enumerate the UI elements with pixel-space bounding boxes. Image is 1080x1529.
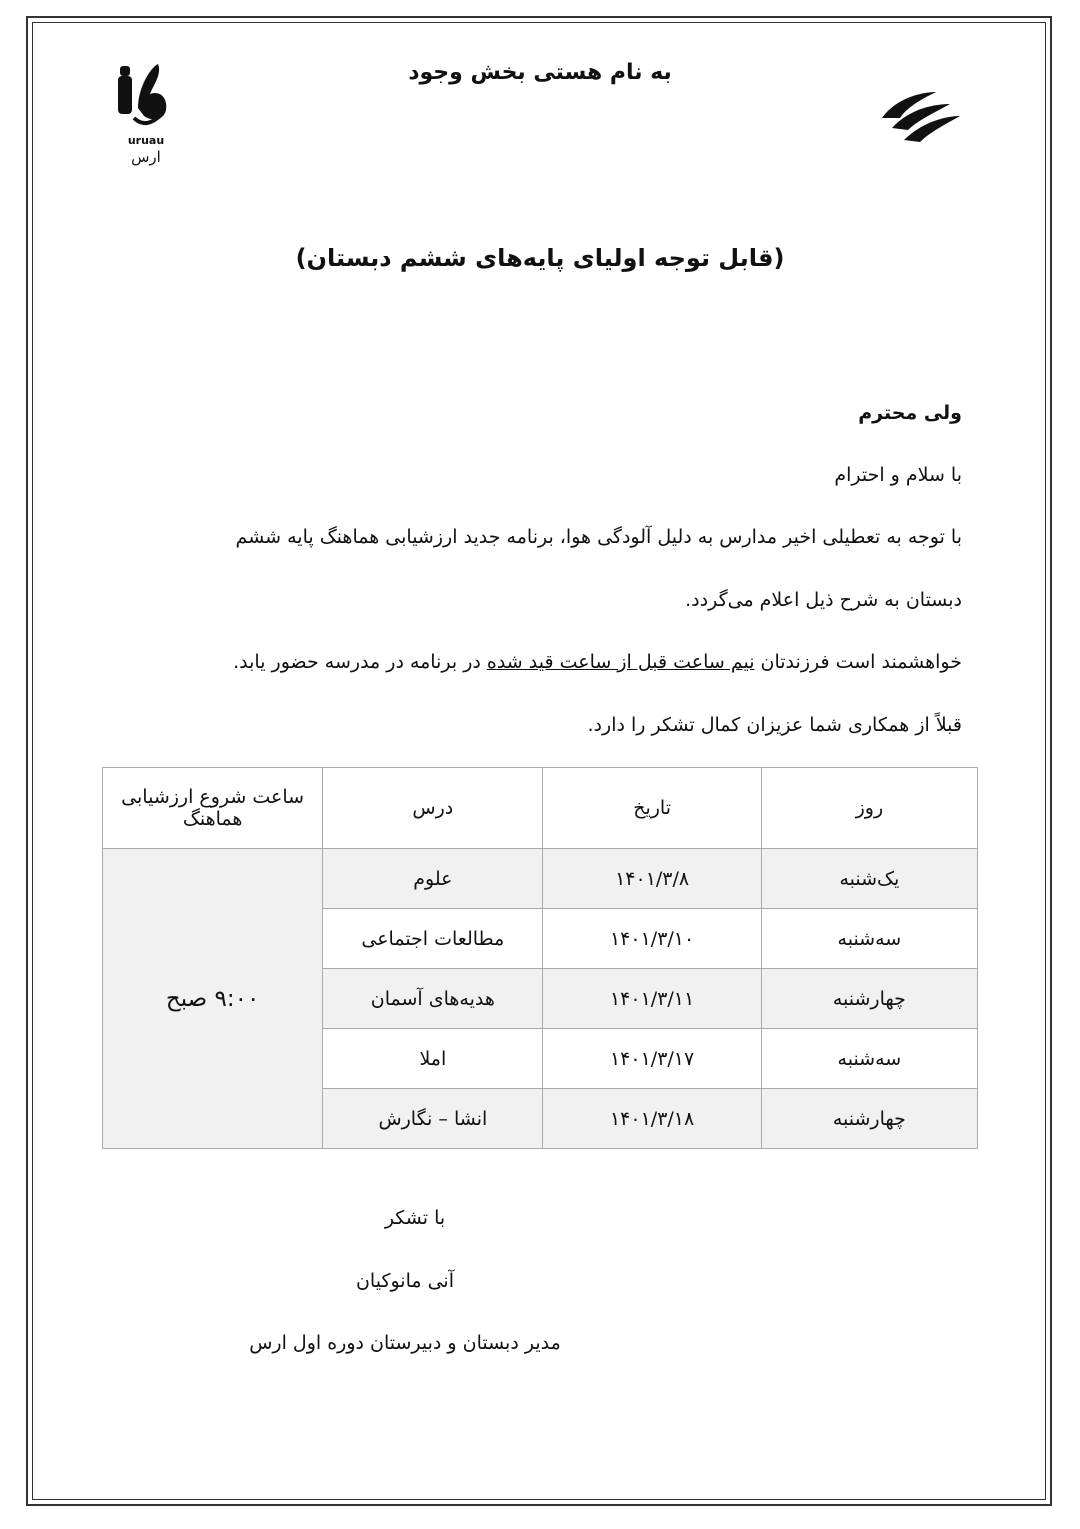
row-date: ۱۴۰۱/۳/۱۱: [543, 969, 761, 1029]
signature-name: آنی مانوکیان: [355, 1270, 455, 1292]
letter-greeting: ولی محترم: [858, 402, 962, 424]
logo-script-text: ارس: [131, 148, 161, 166]
start-time-value: ۹:۰۰ صبح: [103, 849, 323, 1149]
row-date: ۱۴۰۱/۳/۸: [543, 849, 761, 909]
row-day: چهارشنبه: [761, 969, 977, 1029]
row-date: ۱۴۰۱/۳/۱۰: [543, 909, 761, 969]
header-subject: درس: [323, 768, 543, 849]
logo-latin-text: uruau: [127, 134, 165, 147]
row-subject: انشا – نگارش: [323, 1089, 543, 1149]
header-title: به نام هستی بخش وجود: [408, 60, 672, 85]
schedule-header-row: [103, 768, 978, 849]
school-logo-icon: [110, 58, 182, 168]
signature-thanks: با تشکر: [384, 1207, 446, 1229]
row-subject: املا: [323, 1029, 543, 1089]
row-date: ۱۴۰۱/۳/۱۷: [543, 1029, 761, 1089]
header-day: روز: [761, 768, 977, 849]
letter-body-line3-underlined: نیم ساعت قبل از ساعت قید شده: [486, 651, 755, 673]
letter-body-line1: با توجه به تعطیلی اخیر مدارس به دلیل آلودگی هوا، برنامه جدید ارزشیابی هماهنگ پایه ششم: [235, 526, 962, 548]
row-day: سه‌شنبه: [761, 909, 977, 969]
notice-title: (قابل توجه اولیای پایه‌های ششم دبستان): [295, 244, 785, 272]
letter-body-line3-start: خواهشمند است فرزندتان: [754, 651, 962, 673]
schedule-table: [102, 767, 978, 1149]
header-start-time: ساعت شروع ارزشیابی هماهنگ: [103, 768, 323, 849]
header-date: تاریخ: [543, 768, 761, 849]
signature-role: مدیر دبستان و دبیرستان دوره اول ارس: [249, 1332, 561, 1354]
row-day: یک‌شنبه: [761, 849, 977, 909]
row-subject: علوم: [323, 849, 543, 909]
row-subject: هدیه‌های آسمان: [323, 969, 543, 1029]
letter-body-line3-end: در برنامه در مدرسه حضور یابد.: [233, 651, 487, 673]
table-row: [103, 849, 978, 909]
row-day: چهارشنبه: [761, 1089, 977, 1149]
emblem-icon: [878, 88, 964, 146]
letter-salutation: با سلام و احترام: [834, 464, 962, 486]
row-subject: مطالعات اجتماعی: [323, 909, 543, 969]
letter-body-line3: [233, 651, 962, 673]
row-day: سه‌شنبه: [761, 1029, 977, 1089]
letter-body-line4: قبلاً از همکاری شما عزیزان کمال تشکر را دارد.: [587, 714, 962, 736]
letter-body-line2: دبستان به شرح ذیل اعلام می‌گردد.: [685, 589, 962, 611]
row-date: ۱۴۰۱/۳/۱۸: [543, 1089, 761, 1149]
